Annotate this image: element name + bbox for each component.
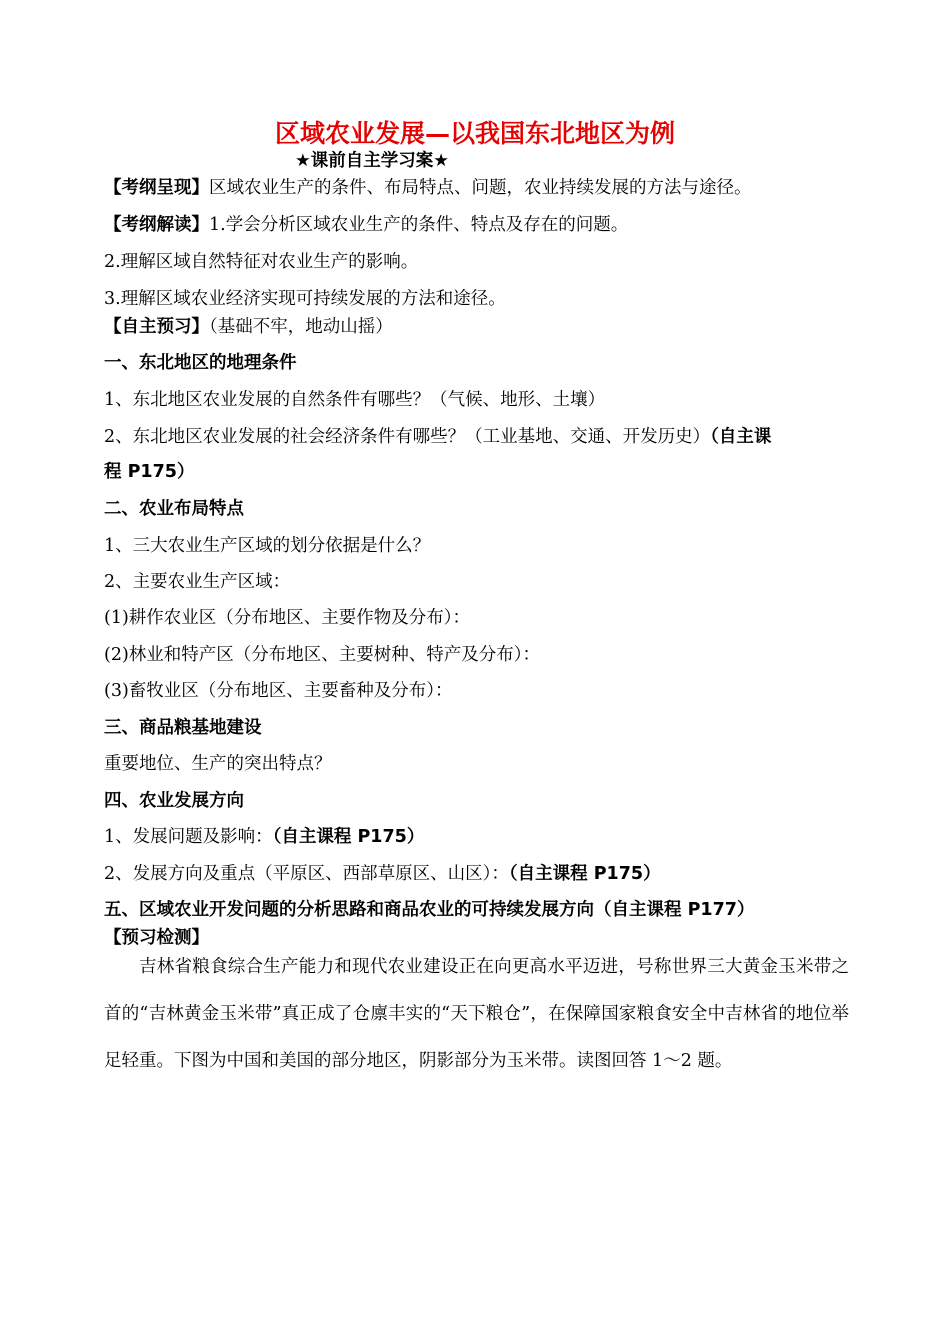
kaogang-jiedu-item-2: 2.理解区域自然特征对农业生产的影响。 [104, 252, 419, 272]
section-1-question-2-ref-cont: 程 P175） [104, 462, 195, 482]
section-2-sub-1: (1)耕作农业区（分布地区、主要作物及分布）： [104, 608, 471, 628]
section-2-question-1: 1、三大农业生产区域的划分依据是什么？ [104, 536, 431, 556]
section-4-question-2-text: 2、发展方向及重点（平原区、西部草原区、山区）： [104, 864, 509, 884]
document-subtitle: ★课前自主学习案★ [295, 151, 449, 171]
section-5-heading: 五、区域农业开发问题的分析思路和商品农业的可持续发展方向（自主课程 P177） [104, 900, 755, 920]
yuxi-jiance-paragraph: 吉林省粮食综合生产能力和现代农业建设正在向更高水平迈进，号称世界三大黄金玉米带之首的“吉林黄金玉米带”真正成了仓廪丰实的“天下粮仓”，在保障国家粮食安全中吉林省的地位举足轻重。下图为中国和美国的部分地区，阴影部分为玉米带。读图回答 1～2 题。 [104, 957, 849, 1071]
section-4-question-2 [104, 862, 661, 886]
yuxi-jiance-label: 【预习检测】 [104, 928, 209, 948]
kaogang-jiedu-item-3: 3.理解区域农业经济实现可持续发展的方法和途径。 [104, 289, 506, 309]
section-4-question-1-text: 1、发展问题及影响： [104, 827, 273, 847]
section-2-heading: 二、农业布局特点 [104, 499, 244, 519]
section-1-question-2 [104, 425, 771, 449]
section-1-question-2-ref: （自主课 [710, 427, 772, 447]
section-1-heading: 一、东北地区的地理条件 [104, 353, 297, 373]
section-1-question-2-text: 2、东北地区农业发展的社会经济条件有哪些？（工业基地、交通、开发历史） [104, 427, 711, 447]
section-3-question-1: 重要地位、生产的突出特点？ [104, 754, 332, 774]
section-2-sub-2: (2)林业和特产区（分布地区、主要树种、特产及分布）： [104, 645, 541, 665]
kaogang-chengxian [104, 176, 752, 200]
kaogang-jiedu [104, 213, 628, 237]
section-2-question-2: 2、主要农业生产区域： [104, 572, 291, 592]
section-4-question-1 [104, 825, 424, 849]
section-1-question-1: 1、东北地区农业发展的自然条件有哪些？（气候、地形、土壤） [104, 390, 606, 410]
zizhu-yuxi [104, 315, 393, 339]
document-title: 区域农业发展—以我国东北地区为例 [274, 119, 675, 148]
section-4-question-2-ref: （自主课程 P175） [508, 864, 661, 884]
section-4-question-1-ref: （自主课程 P175） [272, 827, 425, 847]
kaogang-chengxian-text: 区域农业生产的条件、布局特点、问题，农业持续发展的方法与途径。 [209, 178, 752, 198]
section-4-heading: 四、农业发展方向 [104, 791, 244, 811]
kaogang-jiedu-label: 【考纲解读】 [104, 215, 209, 235]
kaogang-jiedu-item-1: 1.学会分析区域农业生产的条件、特点及存在的问题。 [209, 215, 629, 235]
zizhu-yuxi-text: （基础不牢，地动山摇） [209, 317, 393, 337]
section-2-sub-3: (3)畜牧业区（分布地区、主要畜种及分布）： [104, 681, 453, 701]
zizhu-yuxi-label: 【自主预习】 [104, 317, 209, 337]
section-3-heading: 三、商品粮基地建设 [104, 718, 262, 738]
kaogang-chengxian-label: 【考纲呈现】 [104, 178, 209, 198]
